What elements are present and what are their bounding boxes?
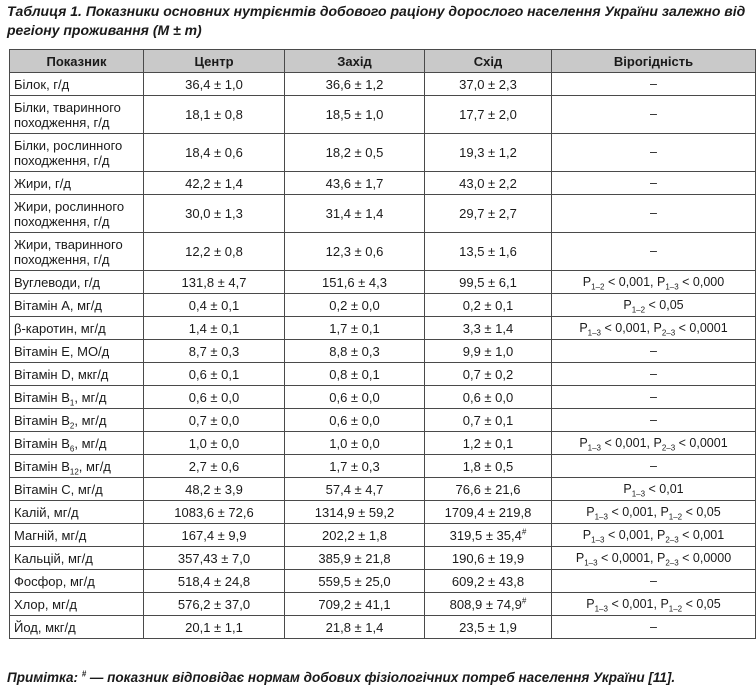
cell-indicator: Жири, тваринного походження, г/д <box>10 233 144 271</box>
cell-west: 709,2 ± 41,1 <box>285 593 425 616</box>
cell-indicator: Фосфор, мг/д <box>10 570 144 593</box>
cell-center: 0,4 ± 0,1 <box>144 294 285 317</box>
cell-east: 319,5 ± 35,4# <box>425 524 552 547</box>
table-row <box>10 501 756 524</box>
cell-east: 609,2 ± 43,8 <box>425 570 552 593</box>
cell-center: 8,7 ± 0,3 <box>144 340 285 363</box>
cell-significance: – <box>552 134 756 172</box>
table-row <box>10 570 756 593</box>
cell-indicator: Вітамін $В_{12}$, мг/д <box>10 455 144 478</box>
cell-center: 576,2 ± 37,0 <box>144 593 285 616</box>
cell-center: 0,6 ± 0,1 <box>144 363 285 386</box>
cell-west: 21,8 ± 1,4 <box>285 616 425 639</box>
col-header-significance: Вірогідність <box>552 50 756 73</box>
table-row <box>10 478 756 501</box>
cell-indicator: Вітамін С, мг/д <box>10 478 144 501</box>
cell-center: 167,4 ± 9,9 <box>144 524 285 547</box>
cell-east: 99,5 ± 6,1 <box>425 271 552 294</box>
cell-east: 1,8 ± 0,5 <box>425 455 552 478</box>
cell-indicator: Калій, мг/д <box>10 501 144 524</box>
cell-significance: $P_{1-2} < 0,001$, $P_{1-3} < 0,000$ <box>552 271 756 294</box>
table-row <box>10 172 756 195</box>
cell-west: 43,6 ± 1,7 <box>285 172 425 195</box>
cell-west: 12,3 ± 0,6 <box>285 233 425 271</box>
cell-east: 43,0 ± 2,2 <box>425 172 552 195</box>
cell-significance: $P_{1-3} < 0,001$, $P_{1-2} < 0,05$ <box>552 593 756 616</box>
cell-significance: – <box>552 409 756 432</box>
cell-center: 12,2 ± 0,8 <box>144 233 285 271</box>
cell-west: 1314,9 ± 59,2 <box>285 501 425 524</box>
cell-indicator: Білки, тваринного походження, г/д <box>10 96 144 134</box>
cell-east: 0,7 ± 0,1 <box>425 409 552 432</box>
cell-east: 9,9 ± 1,0 <box>425 340 552 363</box>
cell-significance: $P_{1-3} < 0,001$, $P_{1-2} < 0,05$ <box>552 501 756 524</box>
table-body <box>10 73 756 639</box>
table-row <box>10 593 756 616</box>
cell-indicator: Вітамін А, мг/д <box>10 294 144 317</box>
cell-west: 202,2 ± 1,8 <box>285 524 425 547</box>
cell-east: 19,3 ± 1,2 <box>425 134 552 172</box>
cell-west: 57,4 ± 4,7 <box>285 478 425 501</box>
table-row <box>10 195 756 233</box>
cell-west: 0,2 ± 0,0 <box>285 294 425 317</box>
cell-west: 0,6 ± 0,0 <box>285 386 425 409</box>
table-row <box>10 547 756 570</box>
cell-east: 1,2 ± 0,1 <box>425 432 552 455</box>
cell-indicator: Білок, г/д <box>10 73 144 96</box>
cell-significance: – <box>552 195 756 233</box>
cell-center: 30,0 ± 1,3 <box>144 195 285 233</box>
cell-indicator: Вітамін $В_6$, мг/д <box>10 432 144 455</box>
table-row <box>10 73 756 96</box>
cell-center: 1,0 ± 0,0 <box>144 432 285 455</box>
cell-significance: – <box>552 616 756 639</box>
cell-center: 42,2 ± 1,4 <box>144 172 285 195</box>
cell-significance: $P_{1-3} < 0,01$ <box>552 478 756 501</box>
cell-indicator: Йод, мкг/д <box>10 616 144 639</box>
cell-center: 18,4 ± 0,6 <box>144 134 285 172</box>
cell-east: 76,6 ± 21,6 <box>425 478 552 501</box>
cell-west: 0,8 ± 0,1 <box>285 363 425 386</box>
col-header-indicator: Показник <box>10 50 144 73</box>
cell-indicator: Магній, мг/д <box>10 524 144 547</box>
table-row <box>10 524 756 547</box>
cell-west: 18,5 ± 1,0 <box>285 96 425 134</box>
cell-east: 17,7 ± 2,0 <box>425 96 552 134</box>
cell-west: 559,5 ± 25,0 <box>285 570 425 593</box>
cell-indicator: Кальцій, мг/д <box>10 547 144 570</box>
table-row <box>10 233 756 271</box>
cell-west: 385,9 ± 21,8 <box>285 547 425 570</box>
cell-center: 20,1 ± 1,1 <box>144 616 285 639</box>
cell-center: 0,7 ± 0,0 <box>144 409 285 432</box>
table-row <box>10 363 756 386</box>
cell-indicator: Жири, г/д <box>10 172 144 195</box>
cell-east: 0,6 ± 0,0 <box>425 386 552 409</box>
cell-east: 3,3 ± 1,4 <box>425 317 552 340</box>
cell-significance: – <box>552 73 756 96</box>
cell-center: 2,7 ± 0,6 <box>144 455 285 478</box>
table-row <box>10 455 756 478</box>
nutrients-table <box>9 49 756 639</box>
cell-east: 29,7 ± 2,7 <box>425 195 552 233</box>
cell-east: 23,5 ± 1,9 <box>425 616 552 639</box>
cell-significance: $P_{1-3} < 0,001$, $P_{2-3} < 0,0001$ <box>552 317 756 340</box>
table-row <box>10 271 756 294</box>
cell-significance: – <box>552 340 756 363</box>
cell-east: 37,0 ± 2,3 <box>425 73 552 96</box>
cell-center: 36,4 ± 1,0 <box>144 73 285 96</box>
table-note: Примітка: # — показник відповідає нормам добових фізіологічних потреб населення України [11]. <box>7 669 676 685</box>
cell-indicator: Вітамін $В_1$, мг/д <box>10 386 144 409</box>
cell-center: 1,4 ± 0,1 <box>144 317 285 340</box>
cell-east: 13,5 ± 1,6 <box>425 233 552 271</box>
table-row <box>10 294 756 317</box>
cell-east: 0,2 ± 0,1 <box>425 294 552 317</box>
cell-west: 1,7 ± 0,1 <box>285 317 425 340</box>
cell-significance: – <box>552 570 756 593</box>
col-header-west: Захід <box>285 50 425 73</box>
cell-significance: – <box>552 96 756 134</box>
cell-east: 0,7 ± 0,2 <box>425 363 552 386</box>
cell-significance: $P_{1-3} < 0,001$, $P_{2-3} < 0,0001$ <box>552 432 756 455</box>
cell-center: 48,2 ± 3,9 <box>144 478 285 501</box>
cell-indicator: Вітамін Е, МО/д <box>10 340 144 363</box>
cell-center: 518,4 ± 24,8 <box>144 570 285 593</box>
cell-significance: – <box>552 172 756 195</box>
cell-indicator: Вітамін D, мкг/д <box>10 363 144 386</box>
cell-east: 808,9 ± 74,9# <box>425 593 552 616</box>
cell-west: 31,4 ± 1,4 <box>285 195 425 233</box>
table-row <box>10 317 756 340</box>
header-row <box>10 50 756 73</box>
cell-center: 0,6 ± 0,0 <box>144 386 285 409</box>
cell-indicator: Білки, рослинного походження, г/д <box>10 134 144 172</box>
cell-significance: – <box>552 233 756 271</box>
table-row <box>10 96 756 134</box>
table-title: Таблиця 1. Показники основних нутрієнтів добового раціону дорослого населення України залежно від регіону проживання (M ± m) <box>7 3 746 38</box>
cell-significance: – <box>552 386 756 409</box>
cell-indicator: Вуглеводи, г/д <box>10 271 144 294</box>
table-row <box>10 616 756 639</box>
cell-indicator: Хлор, мг/д <box>10 593 144 616</box>
cell-significance: $P_{1-3} < 0,001$, $P_{2-3} < 0,001$ <box>552 524 756 547</box>
table-row <box>10 409 756 432</box>
cell-indicator: Вітамін $В_2$, мг/д <box>10 409 144 432</box>
cell-center: 1083,6 ± 72,6 <box>144 501 285 524</box>
col-header-center: Центр <box>144 50 285 73</box>
cell-indicator: β-каротин, мг/д <box>10 317 144 340</box>
table-row <box>10 340 756 363</box>
table-row <box>10 134 756 172</box>
col-header-east: Схід <box>425 50 552 73</box>
cell-center: 131,8 ± 4,7 <box>144 271 285 294</box>
cell-east: 1709,4 ± 219,8 <box>425 501 552 524</box>
cell-east: 190,6 ± 19,9 <box>425 547 552 570</box>
cell-significance: – <box>552 455 756 478</box>
cell-center: 18,1 ± 0,8 <box>144 96 285 134</box>
cell-west: 1,7 ± 0,3 <box>285 455 425 478</box>
cell-significance: – <box>552 363 756 386</box>
cell-significance: $P_{1-2} < 0,05$ <box>552 294 756 317</box>
cell-west: 1,0 ± 0,0 <box>285 432 425 455</box>
cell-indicator: Жири, рослинного походження, г/д <box>10 195 144 233</box>
cell-west: 0,6 ± 0,0 <box>285 409 425 432</box>
cell-significance: $P_{1-3} < 0,0001$, $P_{2-3} < 0,0000$ <box>552 547 756 570</box>
cell-west: 18,2 ± 0,5 <box>285 134 425 172</box>
cell-center: 357,43 ± 7,0 <box>144 547 285 570</box>
table-row <box>10 432 756 455</box>
cell-west: 36,6 ± 1,2 <box>285 73 425 96</box>
cell-west: 151,6 ± 4,3 <box>285 271 425 294</box>
cell-west: 8,8 ± 0,3 <box>285 340 425 363</box>
table-row <box>10 386 756 409</box>
